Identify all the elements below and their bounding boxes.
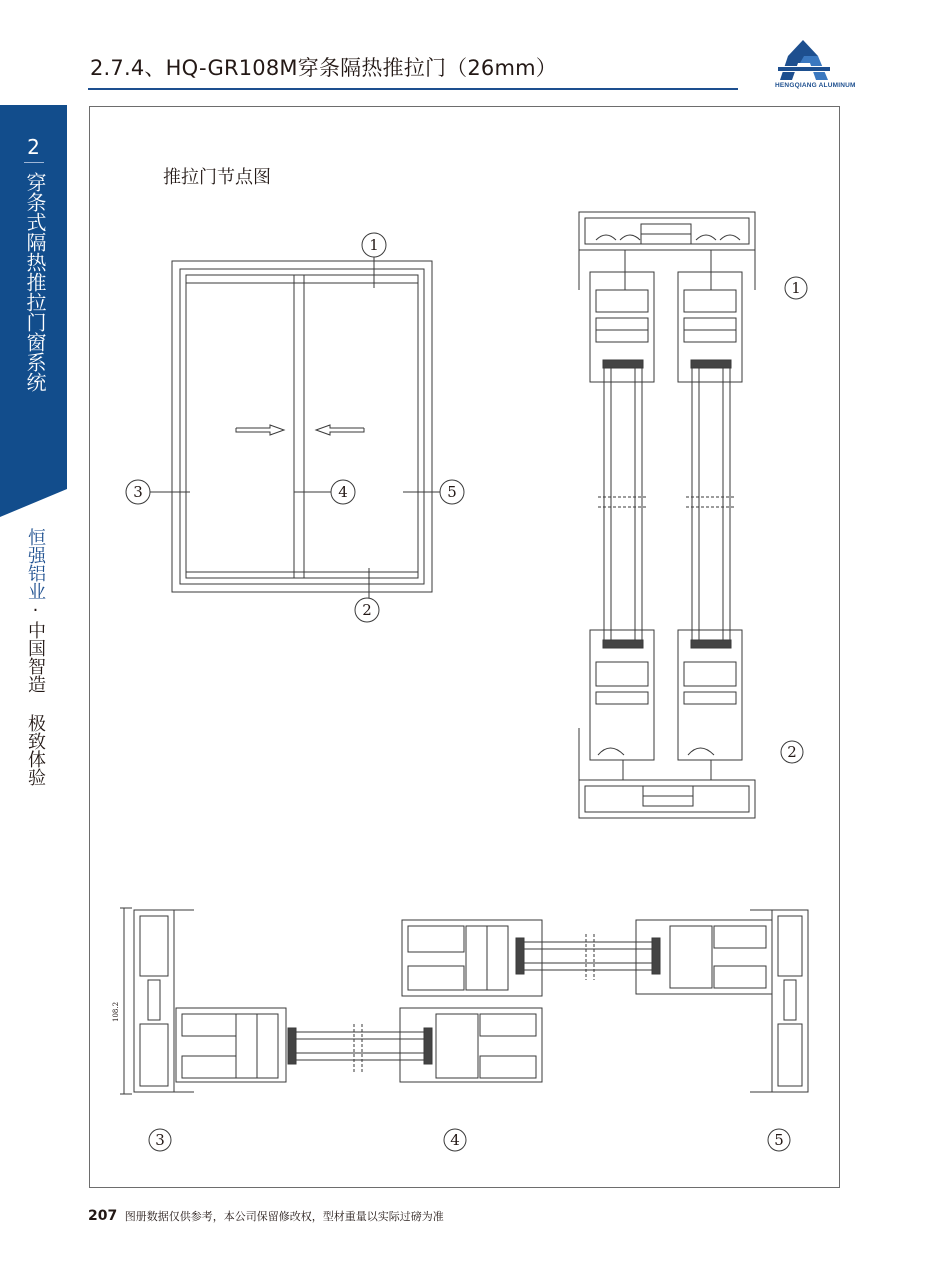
- callout-4-elevation: 4: [338, 483, 348, 501]
- callout-2-section: 2: [787, 743, 797, 761]
- chapter-number: 2: [27, 135, 40, 159]
- page-footer: [88, 1208, 444, 1224]
- logo-text: HENGQIANG ALUMINUM: [775, 82, 856, 89]
- slogan-brand: 恒强铝业: [25, 528, 46, 600]
- dimension-label: 108.2: [112, 1001, 120, 1023]
- callout-3-elevation: 3: [133, 483, 143, 501]
- callout-1-section: 1: [791, 279, 801, 297]
- callout-1-elevation: 1: [369, 236, 379, 254]
- vertical-section: [579, 212, 755, 818]
- callout-2-elevation: 2: [362, 601, 372, 619]
- chapter-title: 穿条式隔热推拉门窗系统: [23, 172, 47, 392]
- slogan-rest: 中国智造 极致体验: [25, 621, 46, 786]
- callout-5-section: 5: [774, 1131, 784, 1149]
- page-number: 207: [88, 1208, 118, 1224]
- horizontal-callouts: [149, 1129, 790, 1151]
- callout-3-section: 3: [155, 1131, 165, 1149]
- door-elevation: [150, 257, 440, 598]
- elevation-callouts: [126, 233, 464, 622]
- horizontal-section: [120, 908, 808, 1094]
- section-callouts: [781, 277, 807, 763]
- page-title: 2.7.4、HQ-GR108M穿条隔热推拉门（26mm）: [90, 56, 557, 80]
- footer-note: 图册数据仅供参考，本公司保留修改权，型材重量以实际过磅为准: [124, 1210, 444, 1223]
- slogan-dot: ·: [25, 600, 46, 621]
- drawing-subhead: 推拉门节点图: [163, 167, 271, 188]
- callout-5-elevation: 5: [447, 483, 457, 501]
- callout-4-section: 4: [450, 1131, 460, 1149]
